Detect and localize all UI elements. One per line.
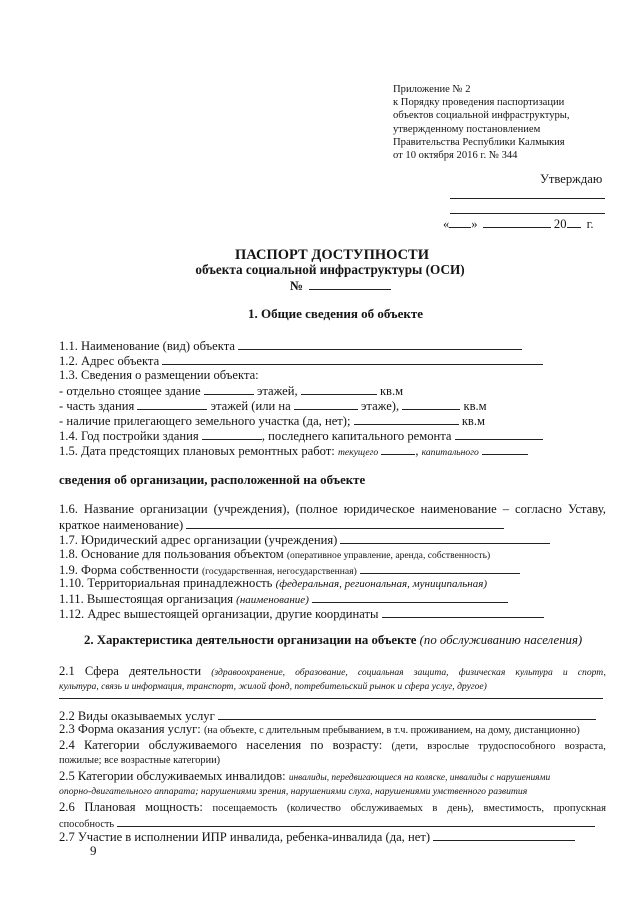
activity-field[interactable] [59,698,603,699]
capacity-field[interactable] [117,815,595,827]
section2-heading [84,633,582,648]
parent-address-row [59,606,544,622]
number-label: № [290,278,304,293]
org-short-name-label: краткое наименование) [59,518,184,532]
capacity-word: вместимость, [483,803,545,814]
object-address-row [59,353,543,369]
service-form-row [59,722,580,738]
year-prefix: 20 [553,217,567,231]
part-building-label: - часть здания [59,399,135,413]
planned-repair-label: 1.5. Дата предстоящих плановых ремонтных работ: [59,444,335,458]
approval-signature-line-1[interactable] [450,198,605,199]
year-field[interactable] [567,216,581,228]
territory-row [59,576,487,592]
ownership-hint: (государственная, негосударственная) [201,566,357,577]
part-floors-label: этажей (или на [210,399,291,413]
land-label: - наличие прилегающего земельного участка (да, нет); [59,414,351,428]
org-name-word: наименование [420,502,497,516]
services-field[interactable] [218,708,596,720]
approval-date [443,216,594,232]
capacity-word: обслуживаемых [350,803,423,814]
capacity-hint: способность [59,819,115,830]
age-word: (дети, [391,741,419,752]
capacity-word: посещаемость [212,803,278,814]
appendix-line: к Порядку проведения паспортизации [393,97,565,109]
object-name-row [59,338,522,354]
disability-label: 2.5 Категории обслуживаемых инвалидов: [59,769,286,783]
activity-word: Сфера [84,664,119,678]
activity-word: и [562,667,568,678]
approval-label: Утверждаю [540,172,603,186]
age-word: 2.4 [59,738,75,752]
org-name-word: 1.6. [59,502,78,516]
ownership-label: 1.9. Форма собственности [59,563,199,577]
age-category-row-1 [59,738,606,754]
section1-heading: 1. Общие сведения об объекте [248,306,424,321]
org-name-word: (учреждения), [213,502,290,516]
usage-basis-hint: (оперативное управление, аренда, собственность) [286,550,491,561]
capacity-word: пропускная [553,803,606,814]
placement-label: 1.3. Сведения о размещении объекта: [59,368,259,382]
part-floor-field[interactable] [294,398,358,410]
age-word: взрослые [427,741,470,752]
appendix-line: утвержденному постановлением [393,123,541,135]
object-name-label: 1.1. Наименование (вид) объекта [59,339,235,353]
object-address-label: 1.2. Адрес объекта [59,354,160,368]
activity-word: защита, [413,667,449,678]
current-repair-field[interactable] [381,443,415,455]
activity-word: образование, [295,667,348,678]
part-area-unit: кв.м [463,399,487,413]
age-word: возрасту: [332,738,383,752]
activity-word: спорт, [577,667,606,678]
section2-heading-text: 2. Характеристика деятельности организации на объекте [84,633,417,647]
repair-year-field[interactable] [455,428,543,440]
activity-word: культура [515,667,553,678]
ownership-field[interactable] [360,562,520,574]
quote-open: « [443,217,450,231]
appendix-line: объектов социальной инфраструктуры, [393,110,570,122]
service-form-label: 2.3 Форма оказания услуг: [59,722,201,736]
part-floors-field[interactable] [137,398,207,410]
capacity-word: день), [447,803,474,814]
capital-repair-field[interactable] [482,443,528,455]
standalone-area-unit: кв.м [379,384,404,398]
activity-word: (здравоохранение, [211,667,286,678]
repair-year-label: , последнего капитального ремонта [261,429,452,443]
land-area-unit: кв.м [461,414,485,428]
services-label: 2.2 Виды оказываемых услуг [59,709,215,723]
capacity-word: (количество [286,803,341,814]
org-name-row-2 [59,517,504,533]
object-name-field[interactable] [238,338,522,350]
month-field[interactable] [483,216,551,228]
land-row [59,413,485,429]
construction-year-field[interactable] [202,428,262,440]
approval-signature-line-2[interactable] [450,213,605,214]
document-title: ПАСПОРТ ДОСТУПНОСТИ [234,247,430,263]
day-field[interactable] [449,216,471,228]
org-name-word: согласно [515,502,562,516]
parent-org-field[interactable] [312,591,508,603]
org-name-word: (полное [295,502,338,516]
part-area-field[interactable] [402,398,460,410]
capacity-row-1 [59,800,606,816]
org-name-word: юридическое [343,502,415,516]
age-word: возраста, [564,741,606,752]
org-name-field[interactable] [186,517,504,529]
capacity-word: 2.6 [59,800,75,814]
section2-heading-note: (по обслуживанию населения) [419,633,583,647]
ipr-row [59,829,575,845]
territory-hint: (федеральная, региональная, муниципальная) [275,578,488,590]
legal-address-label: 1.7. Юридический адрес организации (учреждения) [59,533,338,547]
age-category-row-2: пожилые; все возрастные категории) [59,755,221,766]
age-word: населения [246,738,302,752]
page-number: 9 [90,843,97,858]
org-heading: сведения об организации, расположенной на объекте [59,473,366,487]
passport-number [290,278,391,294]
appendix-block [393,83,570,162]
number-field[interactable] [309,278,391,290]
disability-row-2: опорно-двигательного аппарата; нарушениями зрения, нарушениями слуха, нарушениями умственного развития [59,786,528,797]
org-name-row-1 [59,502,606,517]
service-form-hint: (на объекте, с длительным пребыванием, в т.ч. проживанием, на дому, дистанционно) [203,725,580,736]
legal-address-field[interactable] [340,532,550,544]
age-word: трудоспособного [478,741,556,752]
age-word: по [310,738,324,752]
comma: , [415,444,419,458]
parent-org-hint: (наименование) [236,594,309,606]
parent-org-label: 1.11. Вышестоящая организация [59,592,234,606]
usage-basis-row [59,547,490,563]
appendix-line: Правительства Республики Калмыкия [393,136,565,148]
current-repair-label: текущего [337,447,379,458]
activity-word: социальная [357,667,404,678]
org-name-word: Уставу, [567,502,606,516]
standalone-row [59,383,403,399]
standalone-floors-label: этажей, [256,384,298,398]
appendix-line: от 10 октября 2016 г. № 344 [393,150,518,162]
activity-word: деятельности [129,664,202,678]
activity-word: физическая [458,667,506,678]
land-area-field[interactable] [354,413,459,425]
construction-year-row [59,428,543,444]
capacity-word: в [432,803,438,814]
document-subtitle: объекта социальной инфраструктуры (ОСИ) [195,262,465,277]
part-building-row [59,398,487,414]
ipr-field[interactable] [433,829,575,841]
org-name-word: – [502,502,510,516]
territory-label: 1.10. Территориальная принадлежность [59,576,273,590]
activity-row-2: культура, связь и информация, транспорт, жилой фонд, потребительский рынок и сфера услуг, другое) [59,681,487,692]
usage-basis-label: 1.8. Основание для пользования объектом [59,547,284,561]
capacity-word: мощность: [145,800,203,814]
year-suffix: г. [586,217,594,231]
activity-row-1 [59,664,606,680]
age-word: Категории [83,738,140,752]
org-name-word: организации [139,502,208,516]
disability-hint: инвалиды, передвигающиеся на коляске, инвалиды с нарушениями [288,773,551,783]
standalone-area-field[interactable] [301,383,377,395]
capacity-word: Плановая [84,800,136,814]
org-name-word: Название [83,502,134,516]
parent-address-field[interactable] [382,606,544,618]
parent-address-label: 1.12. Адрес вышестоящей организации, другие координаты [59,607,379,621]
planned-repair-row [59,443,528,460]
appendix-line: Приложение № 2 [393,84,471,95]
legal-address-row [59,532,550,548]
construction-year-label: 1.4. Год постройки здания [59,429,199,443]
quote-close: » [471,217,478,231]
standalone-label: - отдельно стоящее здание [59,384,201,398]
standalone-floors-field[interactable] [204,383,254,395]
age-word: обслуживаемого [148,738,238,752]
object-address-field[interactable] [162,353,543,365]
capital-repair-label: капитального [421,447,479,458]
ipr-label: 2.7 Участие в исполнении ИПР инвалида, ребенка-инвалида (да, нет) [59,830,431,844]
part-floor-label: этаже), [361,399,400,413]
activity-word: 2.1 [59,664,75,678]
